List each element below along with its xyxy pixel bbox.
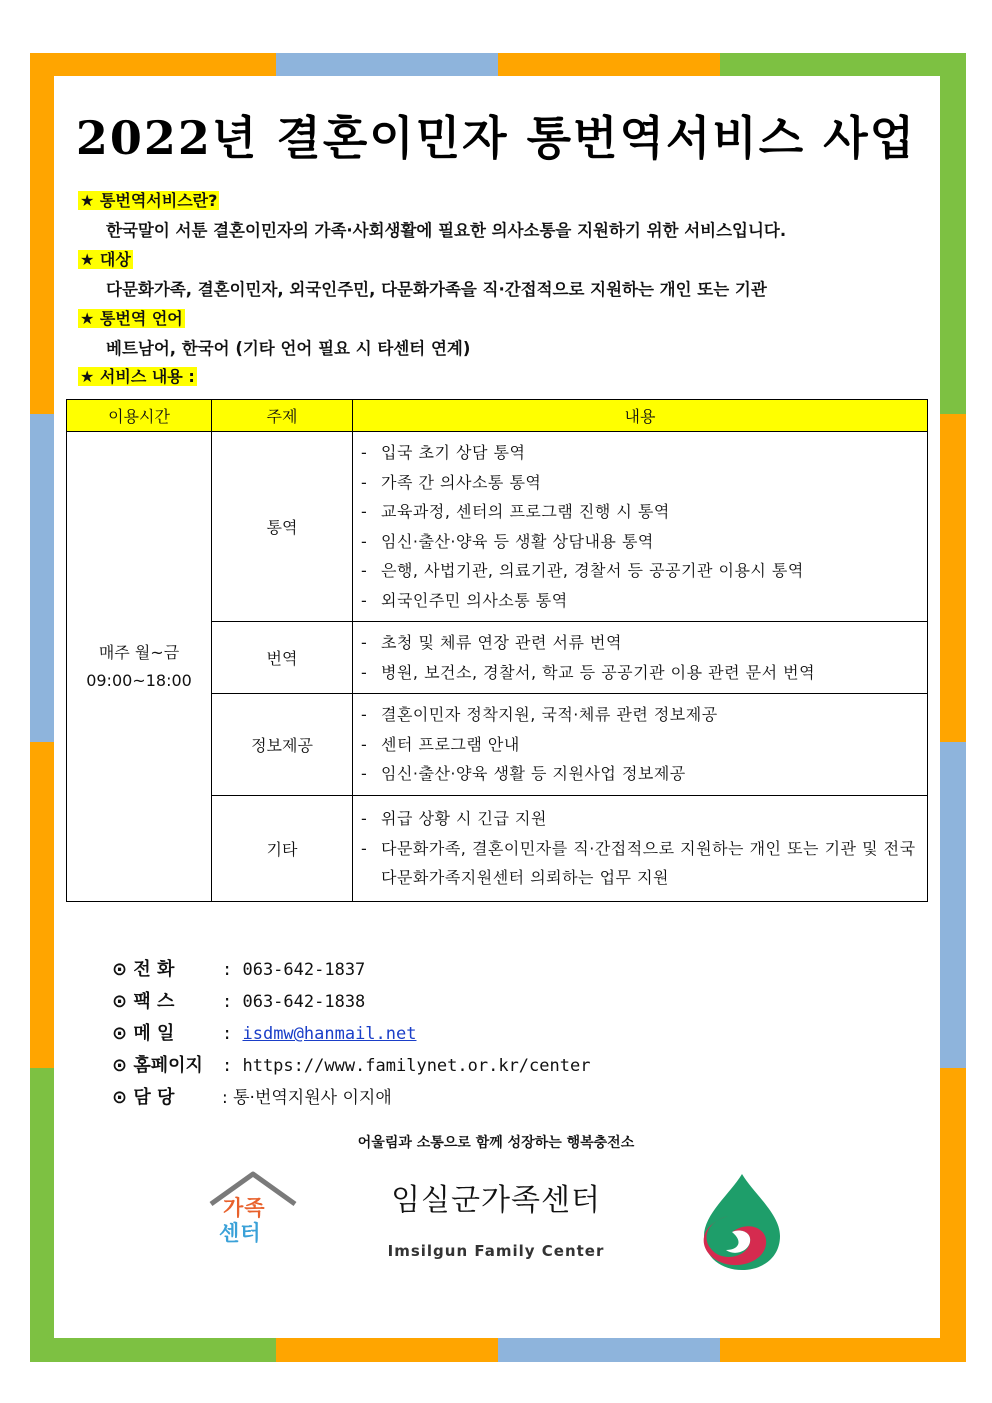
frame-left-orange-2 bbox=[30, 742, 54, 1068]
header-content: 내용 bbox=[353, 400, 928, 432]
section-body-what: 한국말이 서툰 결혼이민자의 가족·사회생활에 필요한 의사소통을 지원하기 위한 서비스입니다. bbox=[106, 221, 787, 240]
contact-label: ⊙ 전 화 bbox=[112, 959, 175, 980]
list-item: - 병원, 보건소, 경찰서, 학교 등 공공기관 이용 관련 문서 번역 bbox=[361, 662, 816, 682]
frame-top-green bbox=[720, 53, 966, 76]
time-cell bbox=[67, 432, 212, 902]
frame-right-orange-1 bbox=[940, 414, 966, 742]
contact-label: ⊙ 담 당 bbox=[112, 1087, 175, 1108]
header-topic: 주제 bbox=[212, 400, 353, 432]
items-interpretation bbox=[353, 432, 928, 622]
contact-manager bbox=[112, 1083, 392, 1109]
frame-left-blue bbox=[30, 414, 54, 742]
page-title: 2022년 결혼이민자 통번역서비스 사업 bbox=[75, 111, 917, 165]
items-translation bbox=[353, 622, 928, 694]
topic-other: 기타 bbox=[212, 796, 353, 902]
contact-label: ⊙ 홈페이지 bbox=[112, 1055, 203, 1076]
list-item: - 센터 프로그램 안내 bbox=[361, 734, 520, 754]
frame-left-green bbox=[30, 1068, 54, 1338]
fax-value: : 063-642-1838 bbox=[222, 992, 366, 1012]
phone-value: : 063-642-1837 bbox=[222, 960, 366, 980]
logo-text-line2: 센터 bbox=[219, 1221, 262, 1245]
table-row bbox=[67, 432, 928, 622]
service-table bbox=[66, 399, 928, 902]
frame-bottom-orange-2 bbox=[720, 1338, 966, 1362]
frame-right-blue bbox=[940, 742, 966, 1068]
center-name-english: Imsilgun Family Center bbox=[387, 1242, 605, 1260]
frame-top-orange-2 bbox=[498, 53, 720, 76]
list-item: - 은행, 사법기관, 의료기관, 경찰서 등 공공기관 이용시 통역 bbox=[361, 561, 804, 580]
topic-interpretation: 통역 bbox=[212, 432, 353, 622]
frame-bottom-green-1 bbox=[30, 1338, 276, 1362]
topic-translation: 번역 bbox=[212, 622, 353, 694]
list-item: - 위급 상황 시 긴급 지원 bbox=[361, 809, 547, 829]
contact-phone bbox=[112, 955, 365, 981]
time-hours: 09:00~18:00 bbox=[86, 670, 192, 690]
section-heading-services: ★ 서비스 내용 : bbox=[80, 367, 195, 386]
manager-value: : 통·번역지원사 이지애 bbox=[222, 1088, 392, 1108]
items-information bbox=[353, 694, 928, 796]
table-header-row bbox=[67, 400, 928, 432]
frame-bottom-blue bbox=[498, 1338, 720, 1362]
family-center-logo bbox=[205, 1168, 301, 1254]
center-name: 임실군가족센터 bbox=[391, 1183, 601, 1218]
contact-email: ⊙ 메 일 : isdmw@hanmail.net bbox=[112, 1019, 416, 1045]
section-body-target: 다문화가족, 결혼이민자, 외국인주민, 다문화가족을 직·간접적으로 지원하는 개인 또는 기관 bbox=[106, 280, 767, 299]
list-item: - 가족 간 의사소통 통역 bbox=[361, 472, 542, 492]
contact-fax bbox=[112, 987, 365, 1013]
header-time: 이용시간 bbox=[67, 400, 212, 432]
contact-label: ⊙ 메 일 bbox=[112, 1023, 175, 1044]
list-item: - 초청 및 체류 연장 관련 서류 번역 bbox=[361, 633, 622, 652]
time-days: 매주 월~금 bbox=[98, 642, 180, 662]
list-item: - 입국 초기 상담 통역 bbox=[361, 443, 526, 462]
frame-top-orange-1 bbox=[30, 53, 276, 76]
list-item: - 임신·출산·양육 생활 등 지원사업 정보제공 bbox=[361, 764, 686, 784]
section-heading-what: ★ 통번역서비스란? bbox=[80, 191, 218, 210]
homepage-value: : https://www.familynet.or.kr/center bbox=[222, 1056, 591, 1076]
frame-bottom-orange bbox=[276, 1338, 498, 1362]
items-other bbox=[353, 796, 928, 902]
section-heading-language: ★ 통번역 언어 bbox=[80, 309, 183, 328]
contact-label: ⊙ 팩 스 bbox=[112, 991, 175, 1012]
list-item: - 다문화가족, 결혼이민자를 직·간접적으로 지원하는 개인 또는 기관 및 전국 다문화가족지원센터 의뢰하는 업무 지원 bbox=[361, 838, 916, 888]
list-item: - 교육과정, 센터의 프로그램 진행 시 통역 bbox=[361, 502, 670, 521]
emblem-icon bbox=[692, 1172, 792, 1272]
logo-text-line1: 가족 bbox=[223, 1196, 266, 1220]
frame-right-orange-2 bbox=[940, 1068, 966, 1338]
contact-homepage bbox=[112, 1051, 590, 1077]
list-item: - 외국인주민 의사소통 통역 bbox=[361, 590, 568, 610]
imsil-emblem bbox=[692, 1172, 792, 1272]
slogan: 어울림과 소통으로 함께 성장하는 행복충전소 bbox=[357, 1135, 635, 1151]
topic-information: 정보제공 bbox=[212, 694, 353, 796]
email-link[interactable]: isdmw@hanmail.net bbox=[242, 1024, 417, 1044]
frame-top-blue bbox=[276, 53, 498, 76]
list-item: - 임신·출산·양육 등 생활 상담내용 통역 bbox=[361, 531, 654, 551]
section-body-language: 베트남어, 한국어 (기타 언어 필요 시 타센터 연계) bbox=[106, 339, 471, 358]
section-heading-target: ★ 대상 bbox=[80, 250, 131, 269]
list-item: - 결혼이민자 정착지원, 국적·체류 관련 정보제공 bbox=[361, 705, 718, 725]
